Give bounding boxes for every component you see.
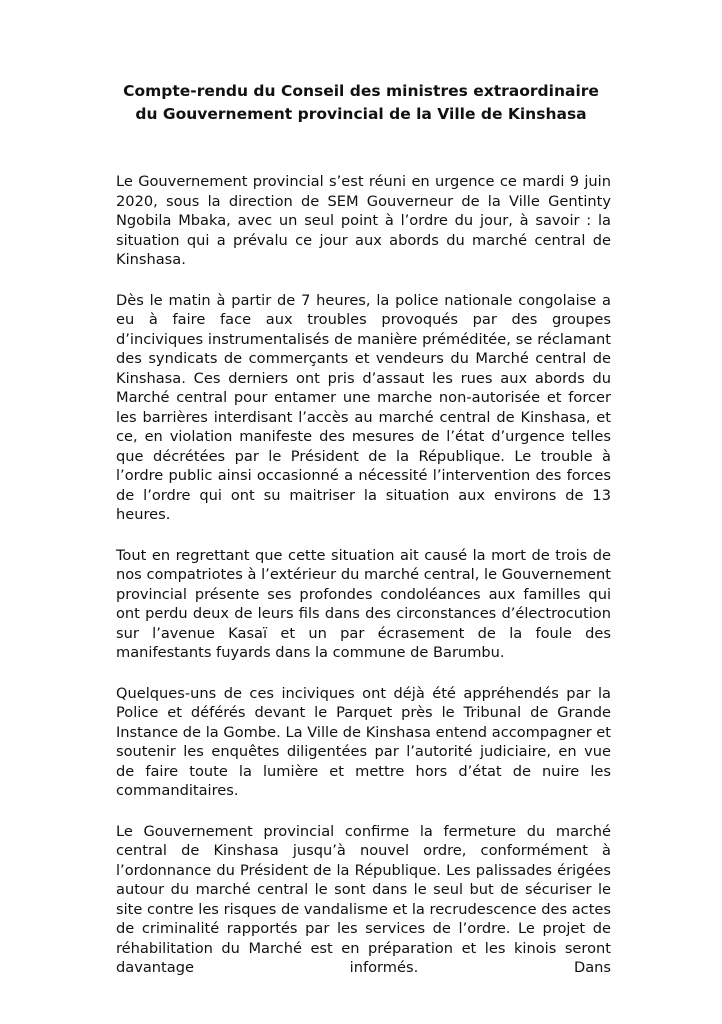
title-line-2: du Gouvernement provincial de la Ville de Kinshasa xyxy=(135,105,587,123)
paragraph-events-morning: Dès le matin à partir de 7 heures, la police nationale congolaise a eu à faire face aux troubles provoqués par des groupes d’inciviques instrumentalisés de manière préméditée, se réclamant des syndicats de commerçants et vendeurs du Marché central de Kinshasa. Ces derniers ont pris d’assaut les rues aux abords du Marché central pour entamer une marche non-autorisée et forcer les barrières interdisant l’accès au marché central de Kinshasa, et ce, en violation manifeste des mesures de l’état d’urgence telles que décrétées par le Président de la République. Le trouble à l’ordre public ainsi occasionné a nécessité l’intervention des forces de l’ordre qui ont su maitriser la situation aux environs de 13 heures. xyxy=(116,291,611,523)
document-body xyxy=(116,172,611,999)
paragraph-meeting-summary: Le Gouvernement provincial s’est réuni en urgence ce mardi 9 juin 2020, sous la direction de SEM Gouverneur de la Ville Gentinty Ngobila Mbaka, avec un seul point à l’ordre du jour, à savoir : la situation qui a prévalu ce jour aux abords du marché central de Kinshasa. xyxy=(116,173,611,268)
document-title xyxy=(80,80,642,126)
paragraph-arrests: Quelques-uns de ces inciviques ont déjà été appréhendés par la Police et déférés devant le Parquet près le Tribunal de Grande Instance de la Gombe. La Ville de Kinshasa entend accompagner et soutenir les enquêtes diligentées par l’autorité judiciaire, en vue de faire toute la lumière et mettre hors d’état de nuire les commanditaires. xyxy=(116,684,611,799)
paragraph-condolences: Tout en regrettant que cette situation ait causé la mort de trois de nos compatriotes à l’extérieur du marché central, le Gouvernement provincial présente ses profondes condoléances aux familles qui ont perdu deux de leurs fils dans des circonstances d’électrocution sur l’avenue Kasaï et un par écrasement de la foule des manifestants fuyards dans la commune de Barumbu. xyxy=(116,546,611,661)
title-line-1: Compte-rendu du Conseil des ministres extraordinaire xyxy=(123,82,599,100)
paragraph-market-closure: Le Gouvernement provincial confirme la fermeture du marché central de Kinshasa jusqu’à nouvel ordre, conformément à l’ordonnance du Président de la République. Les palissades érigées autour du marché central le sont dans le seul but de sécuriser le site contre les risques de vandalisme et la recrudescence des actes de criminalité rapportés par les services de l’ordre. Le projet de réhabilitation du Marché est en préparation et les kinois seront davantage informés. Dans xyxy=(116,822,611,976)
